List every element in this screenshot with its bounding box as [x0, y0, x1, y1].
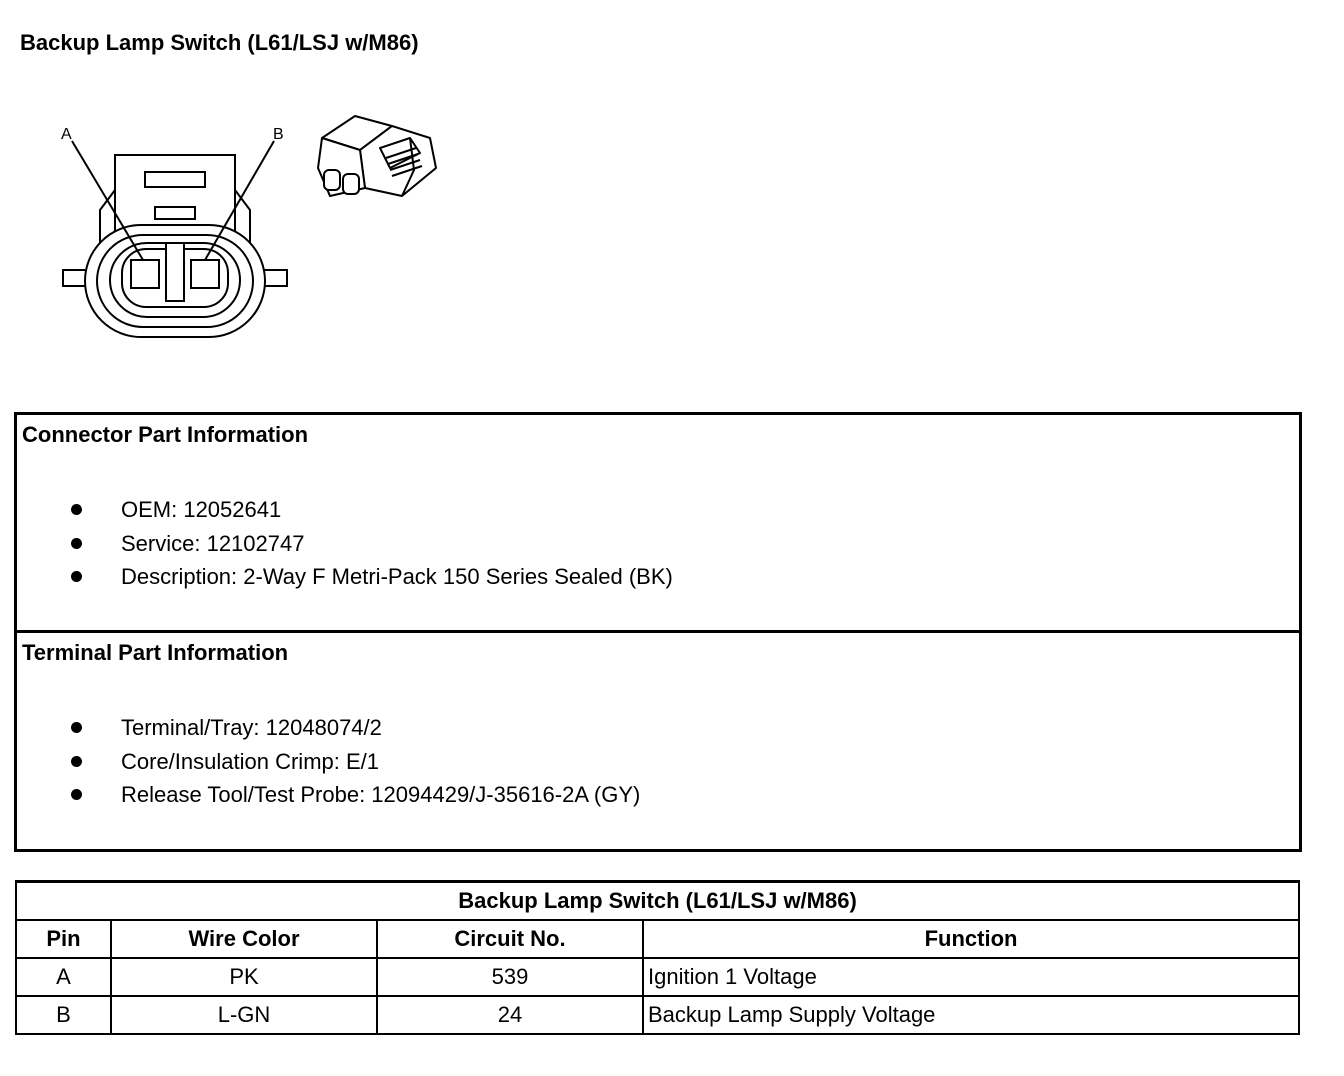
bullet-icon	[71, 789, 82, 800]
bullet-icon	[71, 722, 82, 733]
cell-function: Ignition 1 Voltage	[643, 958, 1299, 996]
terminal-crimp: Core/Insulation Crimp: E/1	[121, 748, 379, 774]
cell-circuit: 24	[377, 996, 643, 1034]
table-caption: Backup Lamp Switch (L61/LSJ w/M86)	[16, 882, 1299, 921]
cell-wire-color: L-GN	[111, 996, 377, 1034]
terminal-release-tool: Release Tool/Test Probe: 12094429/J-35616-2A (GY)	[121, 782, 641, 807]
connector-part-info	[17, 415, 1299, 633]
bullet-icon	[71, 756, 82, 767]
header-circuit-no: Circuit No.	[377, 920, 643, 958]
header-function: Function	[643, 920, 1299, 958]
bullet-icon	[71, 538, 82, 549]
connector-service: Service: 12102747	[121, 530, 305, 556]
connector-face-diagram	[55, 115, 295, 345]
pin-table	[15, 880, 1300, 1035]
pin-label-a: A	[61, 126, 72, 143]
header-pin: Pin	[16, 920, 111, 958]
cell-pin: B	[16, 996, 111, 1034]
pin-label-b: B	[273, 126, 284, 143]
part-info-box	[14, 412, 1302, 852]
cell-pin: A	[16, 958, 111, 996]
page-title: Backup Lamp Switch (L61/LSJ w/M86)	[20, 30, 419, 55]
cell-circuit: 539	[377, 958, 643, 996]
table-row	[16, 958, 1299, 996]
table-caption-row	[16, 882, 1299, 921]
terminal-part-info-heading: Terminal Part Information	[22, 640, 289, 665]
connector-isometric-icon	[310, 108, 450, 208]
table-row	[16, 996, 1299, 1034]
connector-part-info-heading: Connector Part Information	[22, 422, 309, 447]
header-wire-color: Wire Color	[111, 920, 377, 958]
table-header-row	[16, 920, 1299, 958]
connector-oem: OEM: 12052641	[121, 497, 282, 522]
bullet-icon	[71, 571, 82, 582]
terminal-tray: Terminal/Tray: 12048074/2	[121, 715, 382, 740]
bullet-icon	[71, 504, 82, 515]
cell-wire-color: PK	[111, 958, 377, 996]
connector-description: Description: 2-Way F Metri-Pack 150 Series Sealed (BK)	[121, 564, 673, 589]
cell-function: Backup Lamp Supply Voltage	[643, 996, 1299, 1034]
terminal-part-info	[17, 633, 1299, 849]
